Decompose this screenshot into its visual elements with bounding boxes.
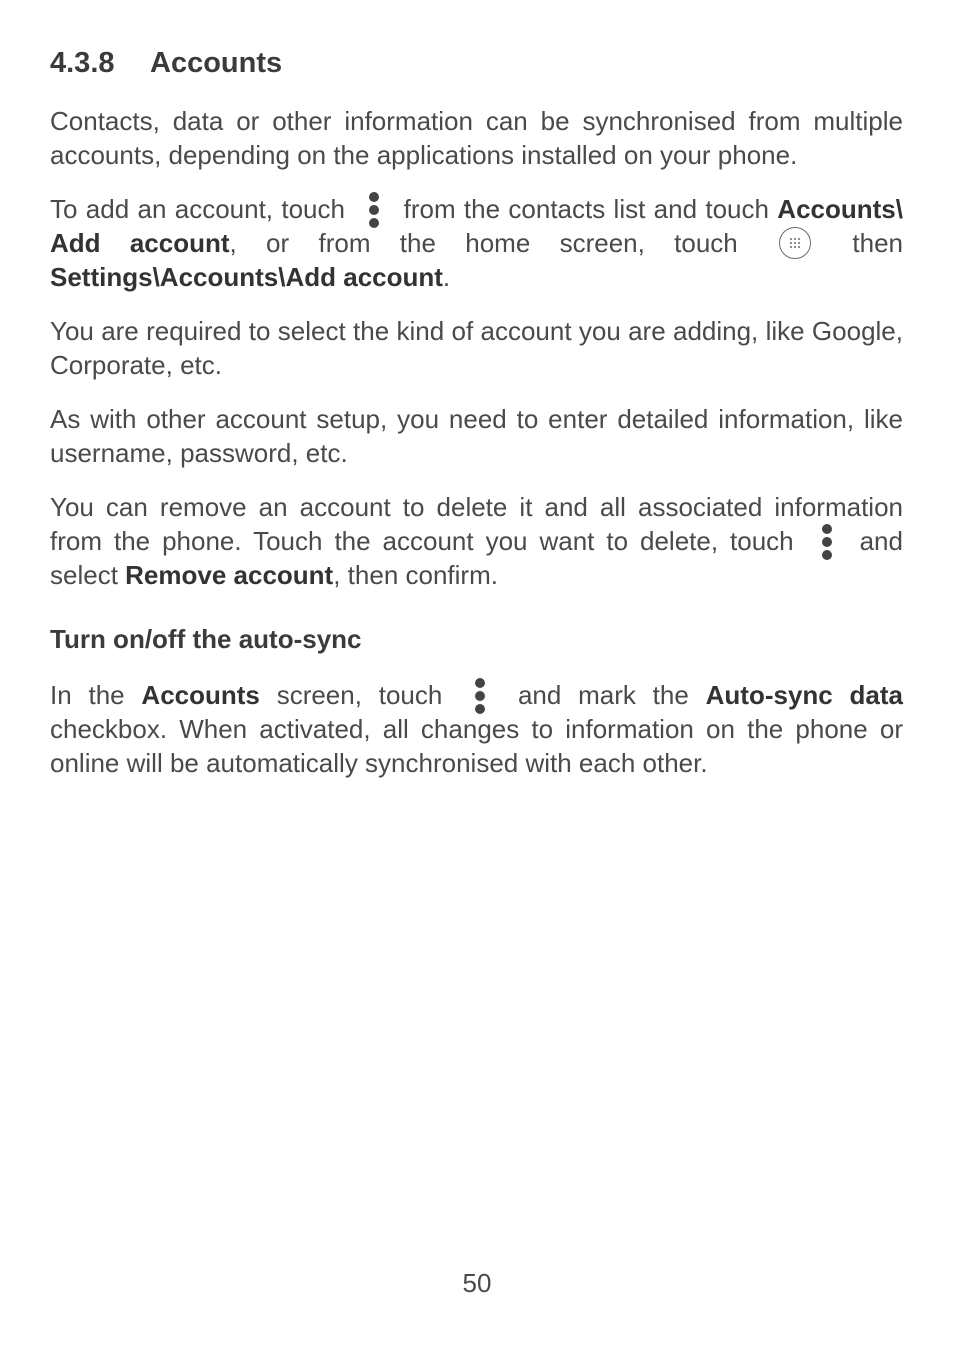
text-span: . xyxy=(442,262,451,292)
paragraph-account-setup xyxy=(50,402,903,470)
text-span: and select xyxy=(50,526,903,590)
paragraph-auto-sync xyxy=(50,678,903,780)
text-span: , or from the home screen, touch xyxy=(229,228,738,258)
bold-term-remove-account: Remove account xyxy=(125,560,334,590)
paragraph-account-kind xyxy=(50,314,903,382)
more-vertical-icon xyxy=(473,678,487,712)
app-drawer-icon xyxy=(779,227,811,259)
paragraph-intro xyxy=(50,104,903,172)
subsection-heading: Turn on/off the auto-sync xyxy=(50,624,362,654)
text-span: screen, touch xyxy=(276,680,443,710)
paragraph-account-kind-text: You are required to select the kind of account you are adding, like Google, Corporate, etc. xyxy=(50,316,903,380)
text-span: You can remove an account to delete it and all associated information from the phone. Touch the account you want to delete, touch xyxy=(50,492,903,556)
section-number: 4.3.8 xyxy=(50,47,115,79)
text-span: In the xyxy=(50,680,125,710)
paragraph-intro-text: Contacts, data or other information can be synchronised from multiple accounts, depending on the applications installed on your phone. xyxy=(50,106,903,170)
page-number: 50 xyxy=(462,1268,492,1298)
bold-term-add-account: Accounts\ Add account xyxy=(50,194,903,258)
paragraph-remove-account xyxy=(50,490,903,592)
bold-term-accounts: Accounts xyxy=(141,680,260,710)
section-title: Accounts xyxy=(150,47,283,79)
bold-term-settings-path: Settings\Accounts\Add account xyxy=(50,262,443,292)
text-span: , then confirm. xyxy=(333,560,498,590)
text-span: checkbox. When activated, all changes to information on the phone or online will be automatically synchronised with each other. xyxy=(50,714,903,778)
bold-term-auto-sync-data: Auto-sync data xyxy=(705,680,903,710)
text-span: To add an account, touch xyxy=(50,194,345,224)
text-span: and mark the xyxy=(517,680,689,710)
document-page xyxy=(50,40,903,800)
text-span: from the contacts list and touch xyxy=(403,194,769,224)
more-vertical-icon xyxy=(820,524,834,558)
paragraph-account-setup-text: As with other account setup, you need to enter detailed information, like username, password, etc. xyxy=(50,404,903,468)
paragraph-add-account xyxy=(50,192,903,294)
text-span: then xyxy=(852,228,903,258)
section-heading xyxy=(50,40,903,86)
more-vertical-icon xyxy=(367,192,381,226)
